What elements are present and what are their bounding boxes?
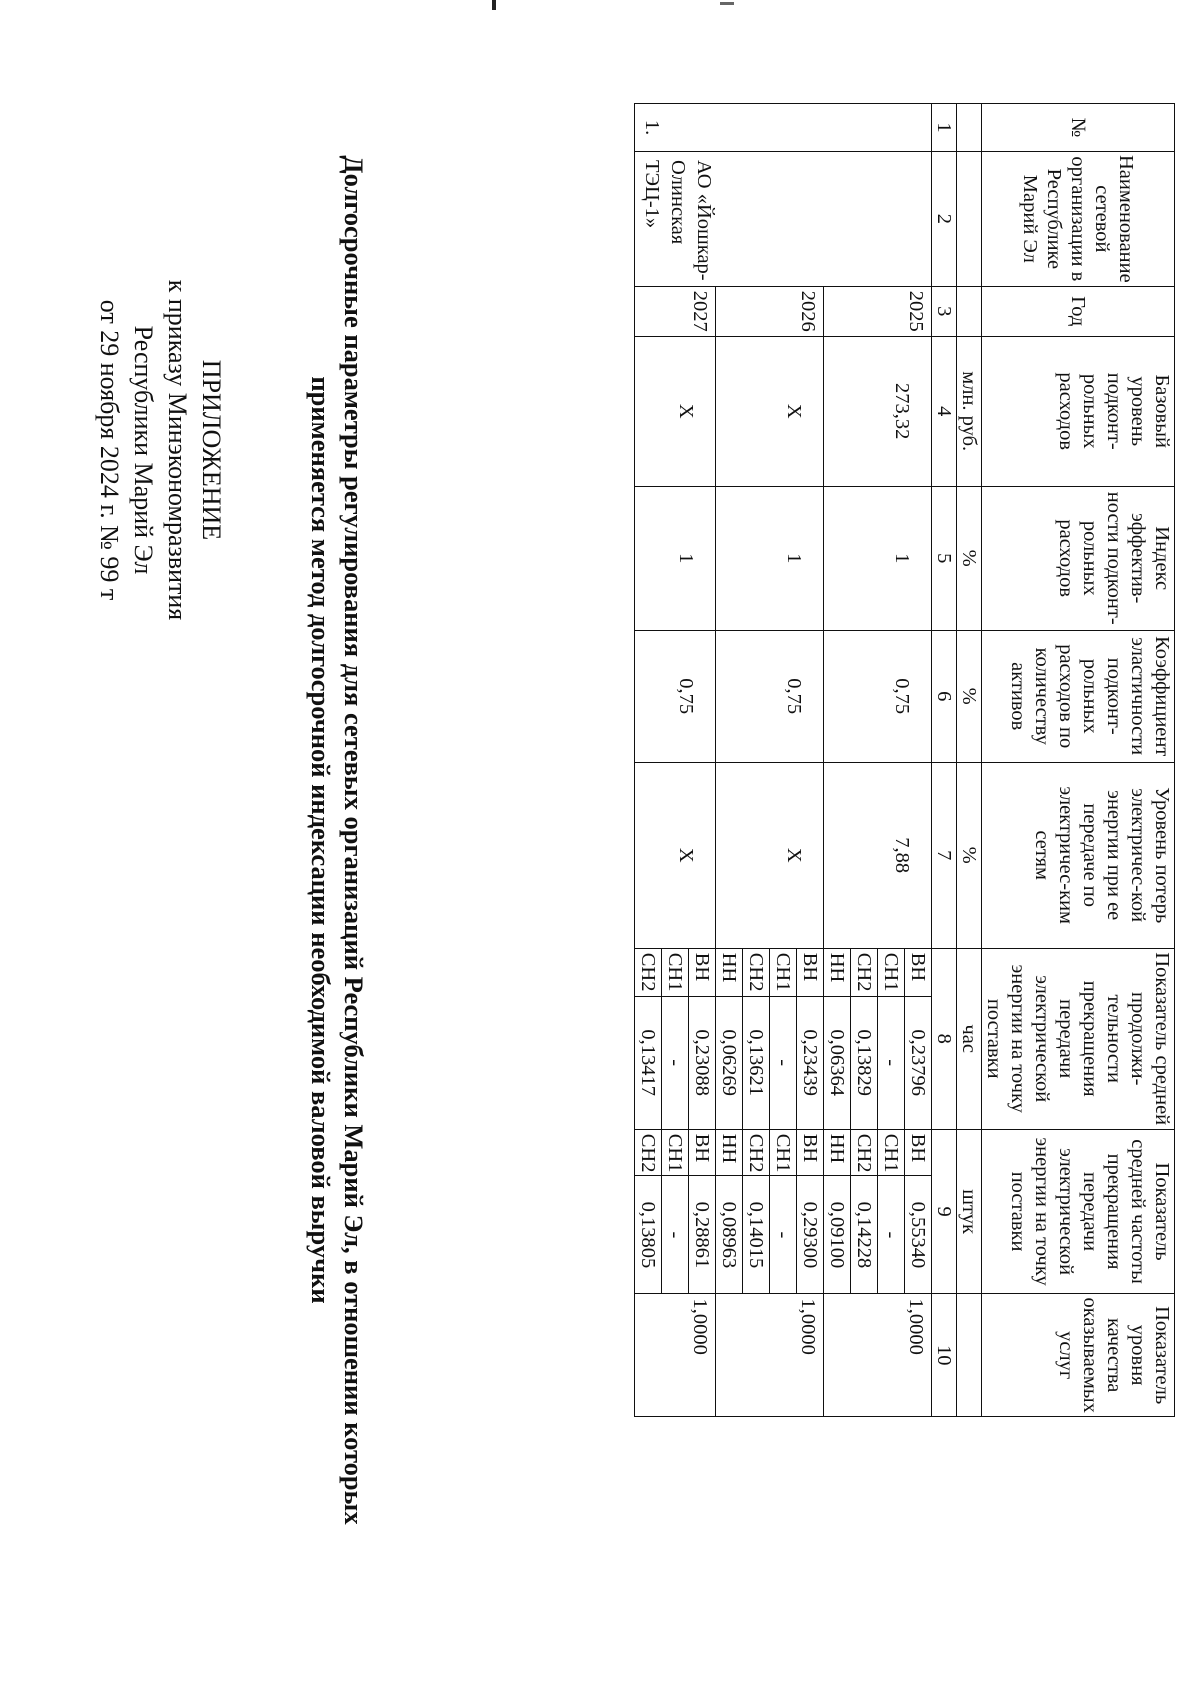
freq-value: 0,08963 [716, 1176, 743, 1294]
loss-value: Х [635, 762, 716, 948]
dur-value: - [770, 996, 797, 1129]
table-row [905, 104, 932, 1417]
header-year: Год [982, 286, 1175, 336]
header-base-level: Базовый уровень подконт-рольных расходов [982, 336, 1175, 486]
base-value: 273,32 [824, 336, 932, 486]
parameters-table [634, 103, 1175, 1417]
loss-value: Х [716, 762, 824, 948]
title-line-2: применяется метод долгосрочной индексации необходимой валовой выручки [306, 376, 336, 1304]
dur-value: - [662, 996, 689, 1129]
col-number: 5 [932, 486, 957, 630]
dur-level: НН [716, 948, 743, 996]
header-quality-indicator: Показатель уровня качества оказываемых услуг [982, 1294, 1175, 1416]
dur-level: СН2 [851, 948, 878, 996]
freq-value: 0,55340 [905, 1176, 932, 1294]
quality-value: 1,0000 [716, 1294, 824, 1416]
unit-base: млн. руб. [957, 336, 982, 486]
freq-value: 0,28861 [689, 1176, 716, 1294]
header-no: № [982, 104, 1175, 152]
title-line-1: Долгосрочные параметры регулирования для сетевых организаций Республики Марий Эл, в отношении которых [339, 155, 369, 1525]
col-number: 4 [932, 336, 957, 486]
document-title [304, 100, 370, 1580]
col-number: 2 [932, 152, 957, 287]
dur-level: СН1 [770, 948, 797, 996]
base-value: Х [716, 336, 824, 486]
freq-value: 0,13805 [635, 1176, 662, 1294]
freq-level: СН2 [635, 1129, 662, 1176]
dur-level: ВН [797, 948, 824, 996]
units-row [957, 104, 982, 1417]
header-frequency-indicator: Показатель средней частоты прекращения передачи электрической энергии на точку поставки [982, 1129, 1175, 1294]
header-name: Наименование сетевой организации в Республике Марий Эл [982, 152, 1175, 287]
freq-value: 0,14015 [743, 1176, 770, 1294]
freq-value: 0,14228 [851, 1176, 878, 1294]
dur-level: НН [824, 948, 851, 996]
freq-level: ВН [905, 1129, 932, 1176]
appendix-republic-line: Республики Марий Эл [129, 325, 158, 575]
loss-value: 7,88 [824, 762, 932, 948]
year-cell: 2026 [716, 286, 824, 336]
table-row [689, 104, 716, 1417]
freq-level: СН1 [770, 1129, 797, 1176]
freq-level: СН1 [662, 1129, 689, 1176]
freq-value: 0,29300 [797, 1176, 824, 1294]
header-loss-level: Уровень потерь электричес-кой энергии при ее передаче по электричес-ким сетям [982, 762, 1175, 948]
org-name: АО «Йошкар-Олинская ТЭЦ-1» [635, 152, 932, 287]
col-number: 7 [932, 762, 957, 948]
table-row [797, 104, 824, 1417]
dur-value: 0,06269 [716, 996, 743, 1129]
freq-level: НН [824, 1129, 851, 1176]
appendix-order-line: к приказу Минэкономразвития [163, 279, 192, 621]
col-number: 6 [932, 630, 957, 762]
appendix-block [92, 240, 228, 660]
col-number: 3 [932, 286, 957, 336]
year-cell: 2025 [824, 286, 932, 336]
freq-value: - [662, 1176, 689, 1294]
dur-level: СН1 [662, 948, 689, 996]
quality-value: 1,0000 [824, 1294, 932, 1416]
quality-value: 1,0000 [635, 1294, 716, 1416]
header-efficiency-index: Индекс эффектив-ности подконт-рольных расходов [982, 486, 1175, 630]
column-numbers-row [932, 104, 957, 1417]
coef-value: 0,75 [716, 630, 824, 762]
dur-value: 0,13621 [743, 996, 770, 1129]
col-number: 8 [932, 948, 957, 1129]
dur-level: СН1 [878, 948, 905, 996]
dur-level: ВН [689, 948, 716, 996]
eff-value: 1 [824, 486, 932, 630]
appendix-heading: ПРИЛОЖЕНИЕ [197, 359, 226, 541]
coef-value: 0,75 [635, 630, 716, 762]
dur-value: - [878, 996, 905, 1129]
freq-level: НН [716, 1129, 743, 1176]
freq-level: ВН [797, 1129, 824, 1176]
unit-coef: % [957, 630, 982, 762]
freq-level: СН1 [878, 1129, 905, 1176]
dur-value: 0,23439 [797, 996, 824, 1129]
eff-value: 1 [635, 486, 716, 630]
unit-eff: % [957, 486, 982, 630]
base-value: Х [635, 336, 716, 486]
freq-level: ВН [689, 1129, 716, 1176]
coef-value: 0,75 [824, 630, 932, 762]
header-duration-indicator: Показатель средней продолжи-тельности прекращения передачи электрической энергии на точку поставки [982, 948, 1175, 1129]
header-elasticity-coefficient: Коэффициент эластичности подконт-рольных расходов по количеству активов [982, 630, 1175, 762]
dur-value: 0,23796 [905, 996, 932, 1129]
freq-value: - [878, 1176, 905, 1294]
freq-level: СН2 [743, 1129, 770, 1176]
unit-freq: штук [957, 1129, 982, 1294]
freq-level: СН2 [851, 1129, 878, 1176]
freq-value: 0,09100 [824, 1176, 851, 1294]
freq-value: - [770, 1176, 797, 1294]
col-number: 10 [932, 1294, 957, 1416]
dur-value: 0,23088 [689, 996, 716, 1129]
dur-level: СН2 [635, 948, 662, 996]
appendix-date-line: от 29 ноября 2024 г. № 99 т [95, 299, 124, 601]
unit-dur: час [957, 948, 982, 1129]
col-number: 1 [932, 104, 957, 152]
col-number: 9 [932, 1129, 957, 1294]
dur-value: 0,13829 [851, 996, 878, 1129]
year-cell: 2027 [635, 286, 716, 336]
dur-level: ВН [905, 948, 932, 996]
org-number: 1. [635, 104, 932, 152]
dur-value: 0,13417 [635, 996, 662, 1129]
dur-level: СН2 [743, 948, 770, 996]
table-header-row [982, 104, 1175, 1417]
unit-loss: % [957, 762, 982, 948]
eff-value: 1 [716, 486, 824, 630]
dur-value: 0,06364 [824, 996, 851, 1129]
